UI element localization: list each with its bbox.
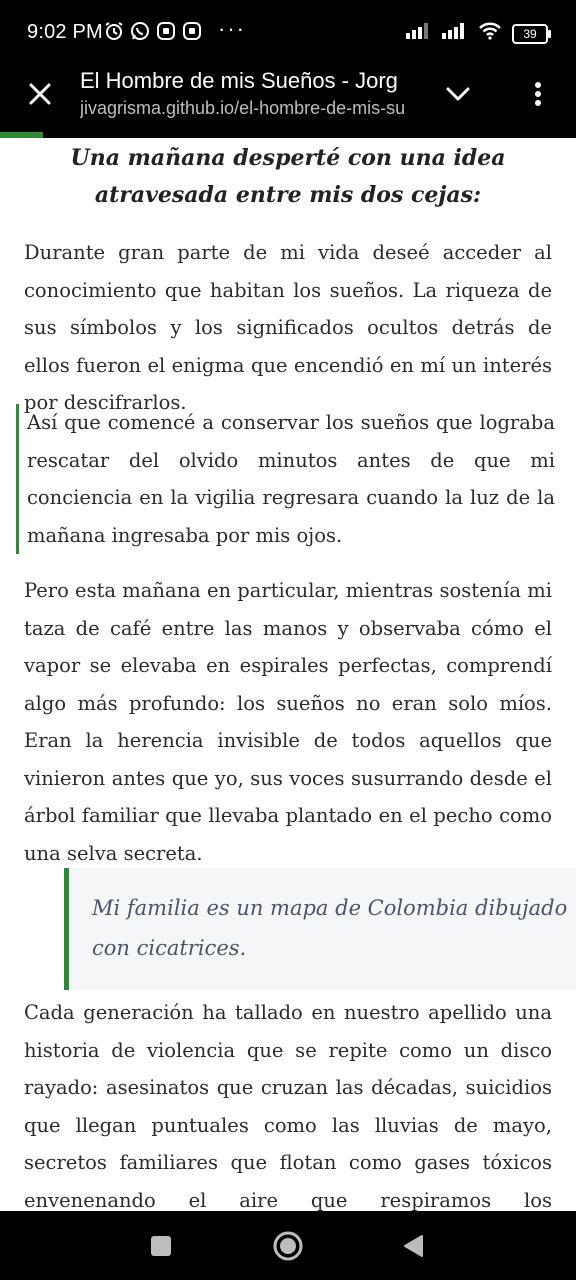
quote-text: Mi familia es un mapa de Colombia dibujado con cicatrices.	[92, 896, 568, 960]
home-button[interactable]	[270, 1228, 306, 1264]
notification-icons	[104, 21, 202, 41]
expand-button[interactable]	[440, 76, 476, 112]
close-icon	[28, 82, 52, 106]
system-navigation-bar	[0, 1211, 576, 1280]
wifi-icon	[478, 22, 502, 45]
square-icon	[150, 1235, 172, 1257]
paragraph: Cada generación ha tallado en nuestro apellido una historia de violencia que se repite como un disco rayado: asesinatos que cruzan las décadas, suicidios que llegan puntuales como las lluvias de mayo, secretos familiares que flotan como gases tóxicos envenenando el aire que respiramos los	[24, 1001, 552, 1212]
back-triangle-icon	[402, 1234, 424, 1258]
more-notifications-icon: ···	[218, 16, 246, 41]
status-bar	[0, 0, 576, 62]
article-subtitle: Una mañana desperté con una idea atravesada entre mis dos cejas:	[70, 145, 506, 208]
chevron-down-icon	[446, 87, 470, 101]
signal-icon	[442, 23, 468, 44]
app-icon	[182, 21, 202, 41]
home-circle-icon	[272, 1230, 304, 1262]
battery-icon: 39	[512, 24, 548, 44]
alarm-icon	[104, 21, 124, 41]
paragraph: Pero esta mañana en particular, mientras sostenía mi taza de café entre las manos y observaba cómo el vapor se elevaba en espirales perfectas, comprendí algo más profundo: los sueños no eran solo míos. Eran la herencia invisible de todos aquellos que vinieron antes que yo, sus voces susurrando desde el árbol familiar que llevaba plantado en el pecho como una selva secreta.	[24, 579, 552, 865]
status-time: 9:02 PM	[27, 21, 103, 43]
custom-tab-toolbar	[0, 62, 576, 132]
whatsapp-icon	[130, 21, 150, 41]
kebab-menu-icon	[534, 81, 542, 107]
page-title: El Hombre de mis Sueños - Jorg	[80, 68, 398, 93]
close-button[interactable]	[22, 76, 58, 112]
blockquote	[64, 868, 576, 990]
article-content	[24, 138, 568, 1212]
signal-icon	[406, 23, 432, 44]
page-url[interactable]: jivagrisma.github.io/el-hombre-de-mis-su	[80, 98, 406, 118]
recents-button[interactable]	[143, 1228, 179, 1264]
app-icon	[156, 21, 176, 41]
paragraph: Durante gran parte de mi vida deseé acceder al conocimiento que habitan los sueños. La riqueza de sus símbolos y los significados ocultos detrás de ellos fueron el enigma que encendió en mí un interés por descifrarlos.	[24, 241, 552, 414]
system-icons	[406, 22, 548, 45]
back-button[interactable]	[395, 1228, 431, 1264]
highlighted-paragraph: Así que comencé a conservar los sueños que lograba rescatar del olvido minutos antes de que mi conciencia en la vigilia regresara cuando la luz de la mañana ingresaba por mis ojos.	[16, 404, 555, 554]
more-options-button[interactable]	[520, 74, 556, 114]
